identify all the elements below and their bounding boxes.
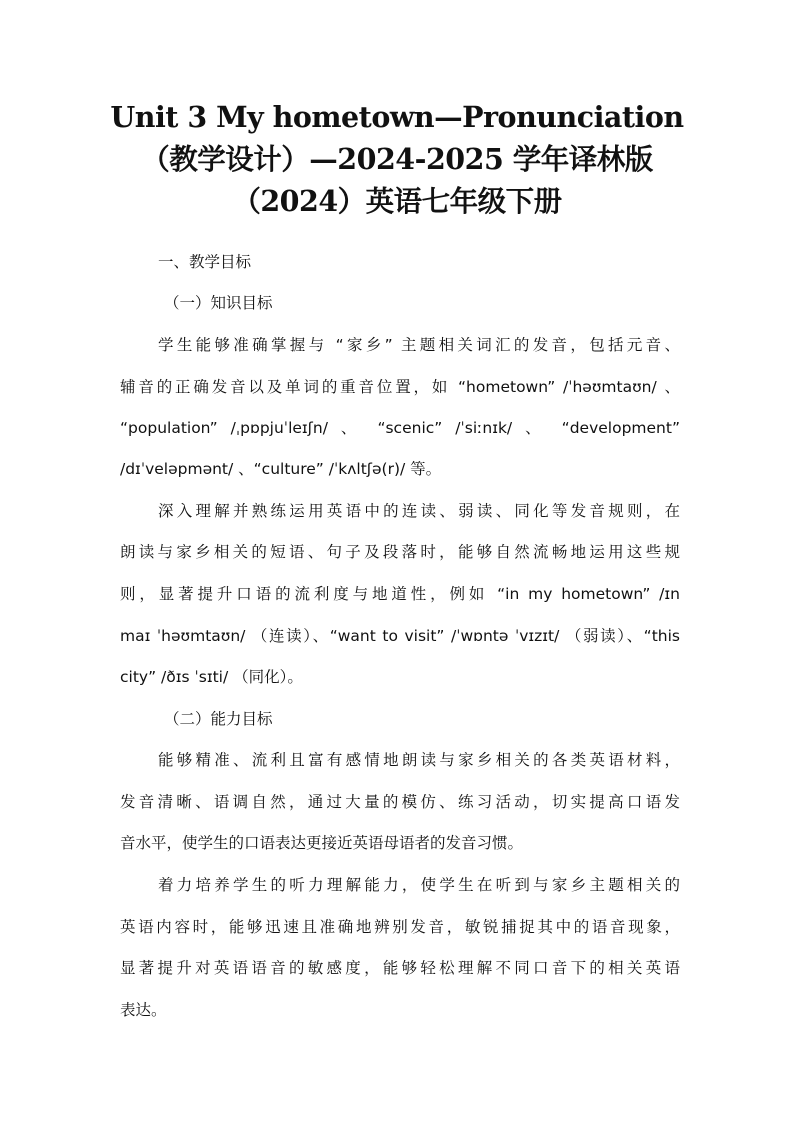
paragraph-4-line-3: 显著提升对英语语音的敏感度，能够轻松理解不同口音下的相关英语 [120, 959, 680, 977]
paragraph-3-line-1: 能够精准、流利且富有感情地朗读与家乡相关的各类英语材料， [158, 751, 680, 769]
paragraph-2-line-5: city” /ðɪs ˈsɪti/ （同化）。 [120, 668, 303, 686]
document-title [60, 96, 734, 222]
section-heading-teaching-goals: 一、教学目标 [158, 253, 252, 271]
paragraph-4-line-2: 英语内容时，能够迅速且准确地辨别发音，敏锐捕捉其中的语音现象， [120, 918, 680, 936]
paragraph-4-line-4: 表达。 [120, 1001, 167, 1019]
paragraph-1-line-3: “population” /ˌpɒpjuˈleɪʃn/ 、 “scenic” /ˈsiːnɪk/ 、 “development” [120, 419, 680, 437]
title-line-3: （2024）英语七年级下册 [232, 184, 562, 218]
paragraph-4-line-1: 着力培养学生的听力理解能力，使学生在听到与家乡主题相关的 [158, 876, 680, 894]
subsection-heading-knowledge-goals: （一）知识目标 [164, 294, 273, 312]
paragraph-2-line-2: 朗读与家乡相关的短语、句子及段落时，能够自然流畅地运用这些规 [120, 543, 680, 561]
subsection-heading-ability-goals: （二）能力目标 [164, 710, 273, 728]
paragraph-2-line-3: 则，显著提升口语的流利度与地道性，例如 “in my hometown” /ɪn [120, 585, 680, 603]
paragraph-1-line-1: 学生能够准确掌握与 “家乡” 主题相关词汇的发音，包括元音、 [158, 336, 680, 354]
paragraph-3-line-3: 音水平，使学生的口语表达更接近英语母语者的发音习惯。 [120, 834, 524, 852]
paragraph-2-line-1: 深入理解并熟练运用英语中的连读、弱读、同化等发音规则，在 [158, 502, 680, 520]
title-line-1: Unit 3 My hometown—Pronunciation [110, 100, 684, 134]
paragraph-2-line-4: maɪ ˈhəʊmtaʊn/ （连读）、“want to visit” /ˈwɒntə ˈvɪzɪt/ （弱读）、“this [120, 627, 680, 645]
paragraph-3-line-2: 发音清晰、语调自然，通过大量的模仿、练习活动，切实提高口语发 [120, 793, 680, 811]
paragraph-1-line-4: /dɪˈveləpmənt/ 、“culture” /ˈkʌltʃə(r)/ 等。 [120, 460, 442, 478]
paragraph-1-line-2: 辅音的正确发音以及单词的重音位置，如 “hometown” /ˈhəʊmtaʊn/ 、 [120, 378, 680, 396]
title-line-2: （教学设计）—2024-2025 学年译林版 [141, 142, 653, 176]
